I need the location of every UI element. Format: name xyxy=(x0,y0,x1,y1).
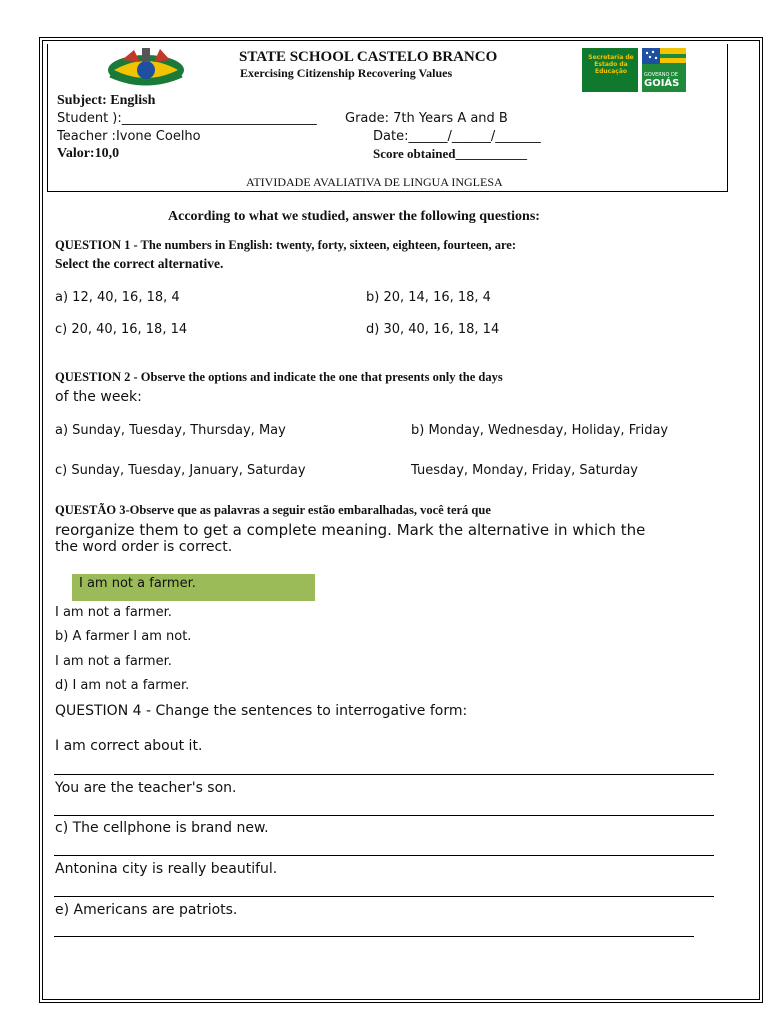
q1-option-c[interactable]: c) 20, 40, 16, 18, 14 xyxy=(55,322,188,337)
q4-answer-line-1[interactable] xyxy=(54,774,714,775)
student-field[interactable]: Student ):______________________________ xyxy=(57,111,317,126)
q3-option-a[interactable]: I am not a farmer. xyxy=(55,605,172,620)
q4-sentence-1: I am correct about it. xyxy=(55,738,203,754)
question-3-title: QUESTÃO 3-Observe que as palavras a seguir estão embaralhadas, você terá que xyxy=(55,503,491,517)
subject-label: Subject: English xyxy=(57,93,156,108)
highlighted-answer: I am not a farmer. xyxy=(79,576,196,591)
q3-option-d[interactable]: d) I am not a farmer. xyxy=(55,678,190,693)
score-field[interactable]: Score obtained___________ xyxy=(373,146,527,161)
school-motto: Exercising Citizenship Recovering Values xyxy=(240,66,453,80)
question-1-subtitle: Select the correct alternative. xyxy=(55,256,224,271)
logo-brand: GOIÁS xyxy=(644,78,680,89)
secretaria-logo xyxy=(582,48,686,92)
logo-text-line3: Educação xyxy=(595,68,627,75)
logo-text-line2: Estado da xyxy=(594,61,628,68)
grade-label: Grade: 7th Years A and B xyxy=(345,111,508,126)
activity-title-text: ATIVIDADE AVALIATIVA DE LINGUA INGLESA xyxy=(246,175,503,189)
q2-option-c[interactable]: c) Sunday, Tuesday, January, Saturday xyxy=(55,463,306,478)
q4-sentence-3: c) The cellphone is brand new. xyxy=(55,820,269,836)
q1-option-d[interactable]: d) 30, 40, 16, 18, 14 xyxy=(366,322,500,337)
q4-answer-line-4[interactable] xyxy=(54,896,714,897)
q3-option-c[interactable]: I am not a farmer. xyxy=(55,654,172,669)
school-crest-logo xyxy=(104,46,188,88)
date-field[interactable]: Date:______/______/_______ xyxy=(373,129,541,144)
teacher-label: Teacher :Ivone Coelho xyxy=(57,129,201,144)
question-3-line3: the word order is correct. xyxy=(55,539,233,555)
question-2-title: QUESTION 2 - Observe the options and indicate the one that presents only the days xyxy=(55,370,503,384)
activity-title xyxy=(246,175,503,191)
logo-brand-small: GOVERNO DE xyxy=(644,72,679,78)
q2-option-b[interactable]: b) Monday, Wednesday, Holiday, Friday xyxy=(411,423,669,438)
q4-answer-line-5[interactable] xyxy=(54,936,694,937)
instructions: According to what we studied, answer the following questions: xyxy=(168,209,540,224)
q1-option-b[interactable]: b) 20, 14, 16, 18, 4 xyxy=(366,290,491,305)
question-2-subtitle: of the week: xyxy=(55,389,142,405)
q3-option-b[interactable]: b) A farmer I am not. xyxy=(55,629,192,644)
valor-label: Valor:10,0 xyxy=(57,146,120,161)
school-name: STATE SCHOOL CASTELO BRANCO xyxy=(239,49,498,65)
q4-sentence-2: You are the teacher's son. xyxy=(55,780,237,796)
question-3-line2: reorganize them to get a complete meaning. Mark the alternative in which the xyxy=(55,521,646,539)
q1-option-a[interactable]: a) 12, 40, 16, 18, 4 xyxy=(55,290,180,305)
q4-answer-line-3[interactable] xyxy=(54,855,714,856)
logo-text-line1: Secretaria de xyxy=(588,54,634,61)
question-4-title: QUESTION 4 - Change the sentences to interrogative form: xyxy=(55,703,468,719)
q2-option-a[interactable]: a) Sunday, Tuesday, Thursday, May xyxy=(55,423,286,438)
q4-sentence-4: Antonina city is really beautiful. xyxy=(55,861,278,877)
q4-answer-line-2[interactable] xyxy=(54,815,714,816)
q2-option-d[interactable]: Tuesday, Monday, Friday, Saturday xyxy=(411,463,638,478)
q4-sentence-5: e) Americans are patriots. xyxy=(55,902,238,918)
question-1-title: QUESTION 1 - The numbers in English: twenty, forty, sixteen, eighteen, fourteen, are: xyxy=(55,238,516,252)
